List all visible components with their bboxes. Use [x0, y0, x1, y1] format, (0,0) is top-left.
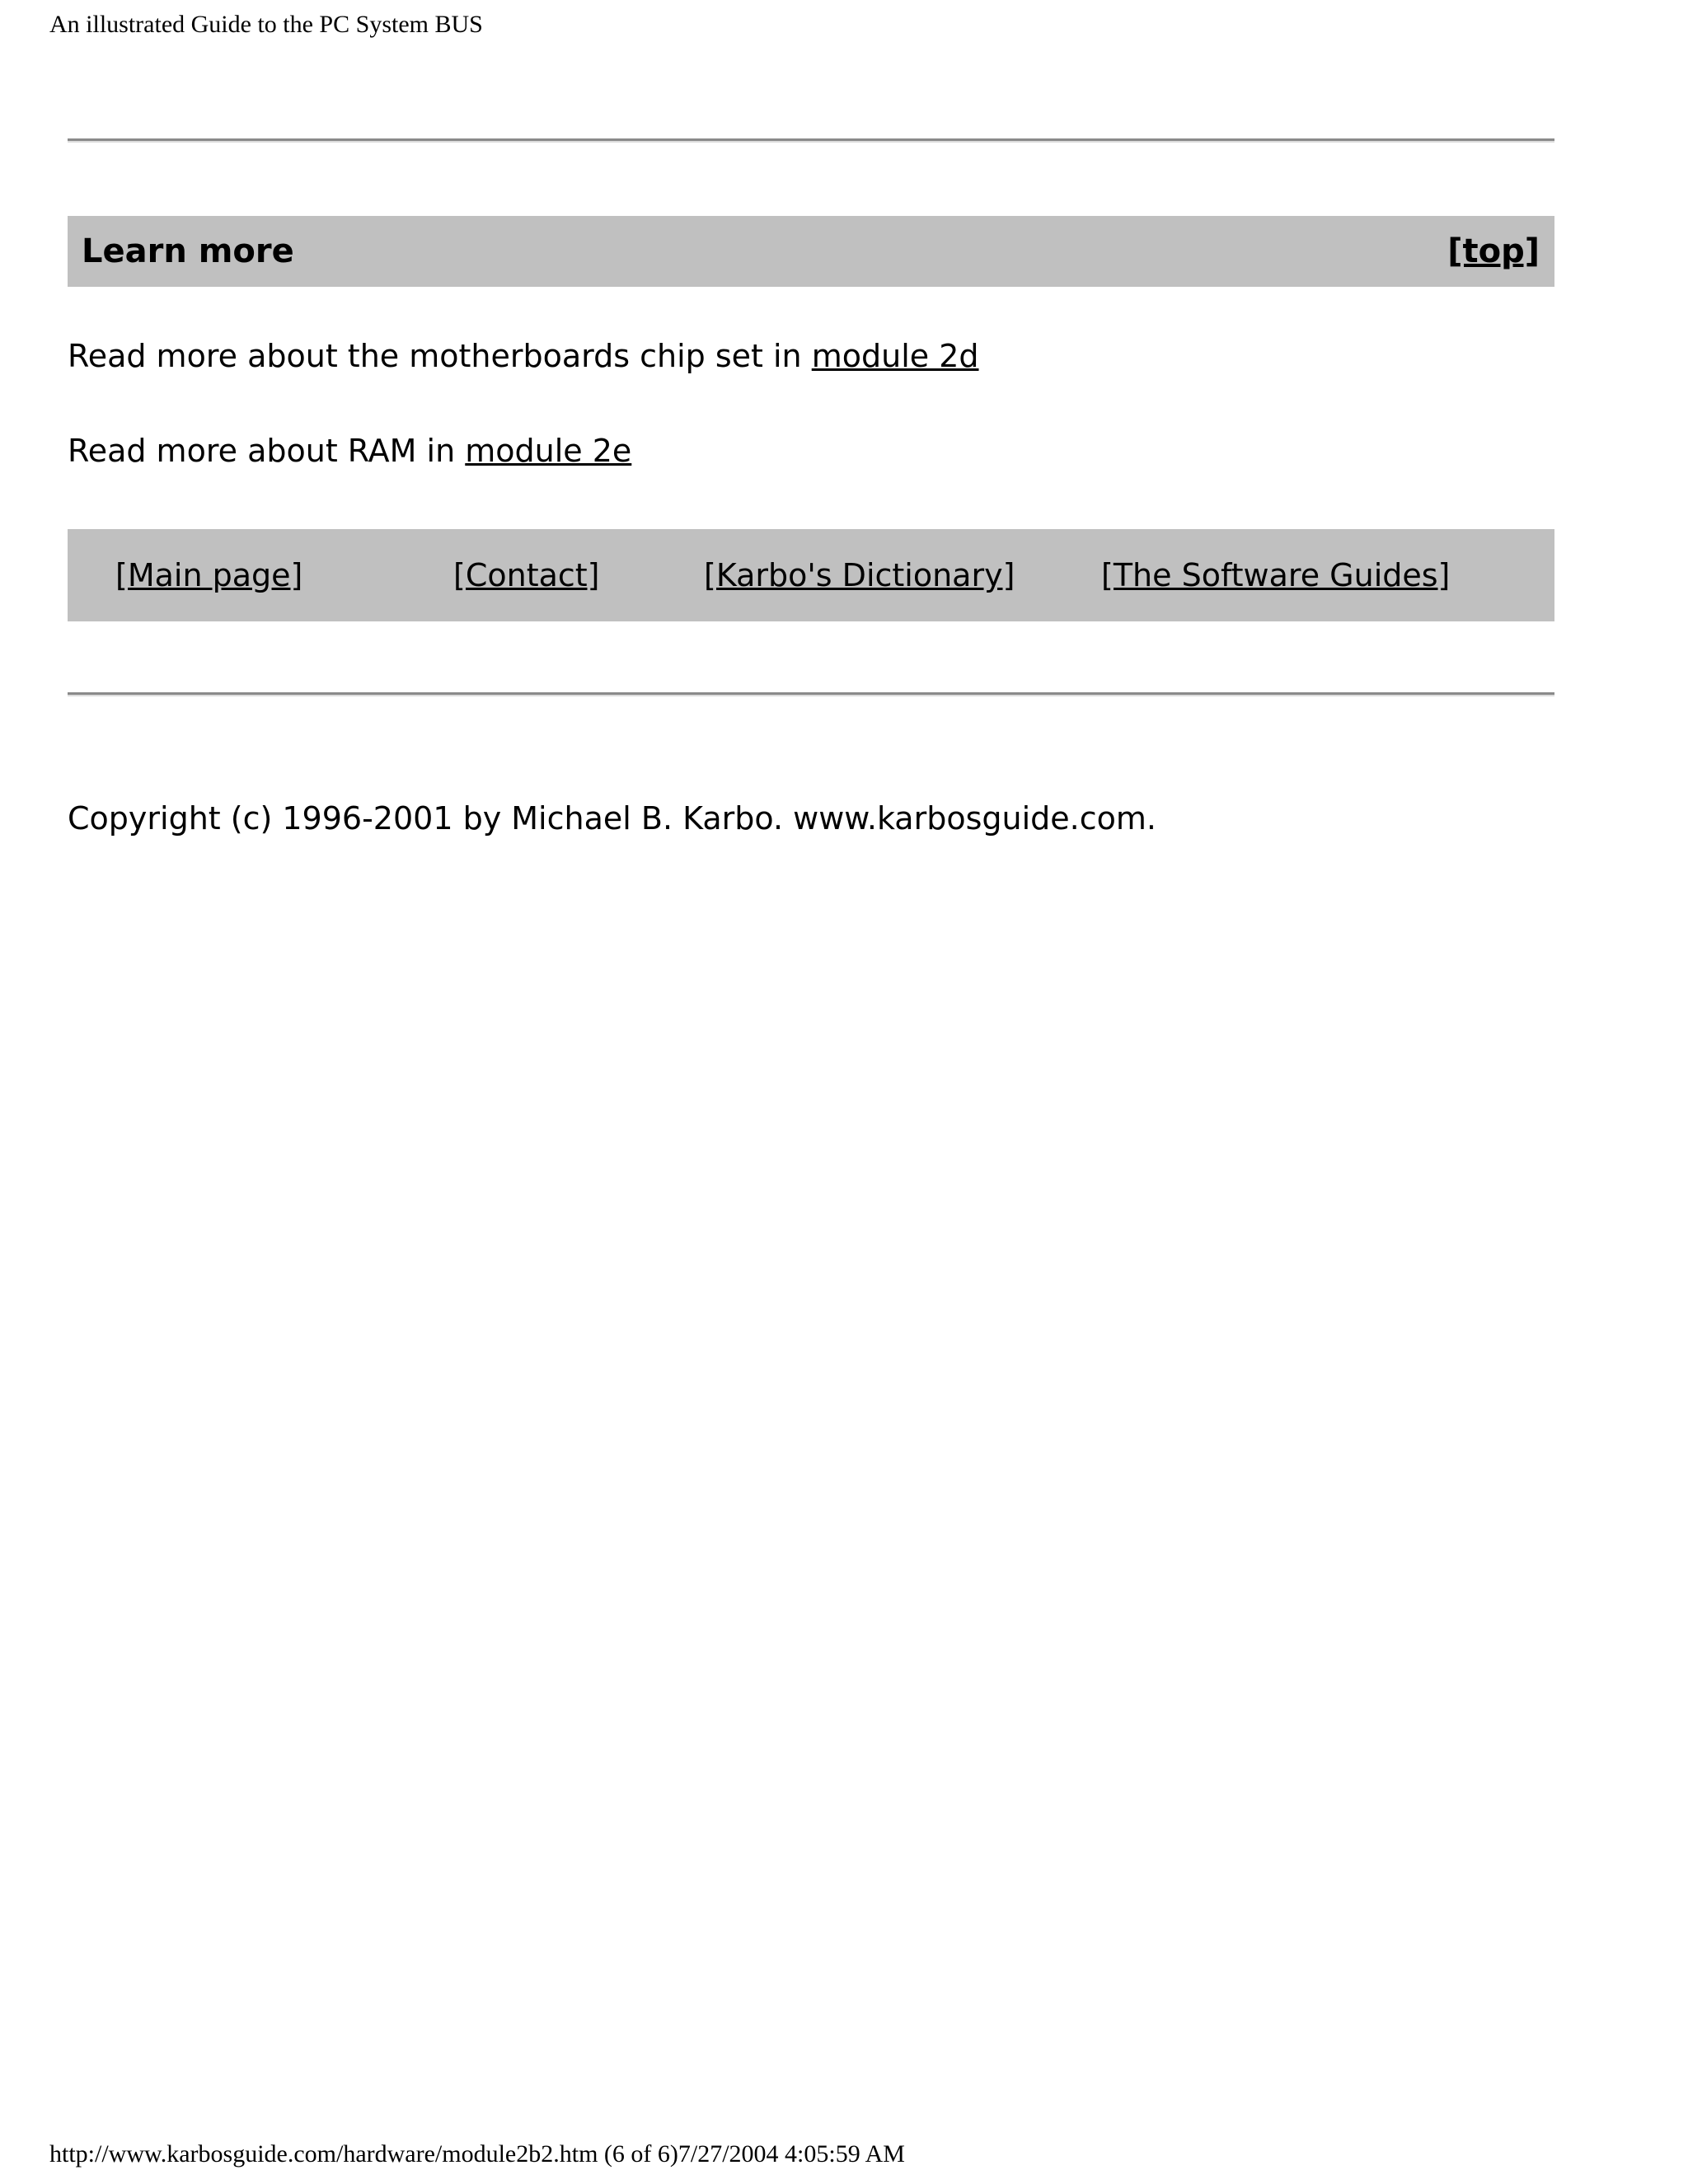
contact-link[interactable]: [Contact]	[453, 557, 600, 593]
ram-paragraph-text: Read more about RAM in	[68, 433, 466, 469]
software-guides-link[interactable]: [The Software Guides]	[1101, 557, 1451, 593]
navigation-bar	[68, 529, 1554, 621]
dictionary-link[interactable]: [Karbo's Dictionary]	[704, 557, 1015, 593]
horizontal-rule-bottom	[68, 692, 1554, 696]
print-footer: http://www.karbosguide.com/hardware/module2b2.htm (6 of 6)7/27/2004 4:05:59 AM	[49, 2140, 905, 2168]
learn-more-heading: Learn more	[82, 232, 294, 270]
module-2e-link[interactable]: module 2e	[465, 433, 632, 469]
top-link[interactable]: [top]	[1447, 232, 1540, 270]
chipset-paragraph-text: Read more about the motherboards chip set in	[68, 338, 812, 374]
chipset-paragraph	[68, 335, 979, 377]
horizontal-rule-top	[68, 138, 1554, 143]
learn-more-bar	[68, 216, 1554, 287]
module-2d-link[interactable]: module 2d	[811, 338, 979, 374]
ram-paragraph	[68, 430, 631, 471]
main-page-link[interactable]: [Main page]	[115, 557, 303, 593]
copyright-notice: Copyright (c) 1996-2001 by Michael B. Karbo. www.karbosguide.com.	[68, 800, 1156, 837]
print-header: An illustrated Guide to the PC System BUS	[49, 11, 483, 38]
